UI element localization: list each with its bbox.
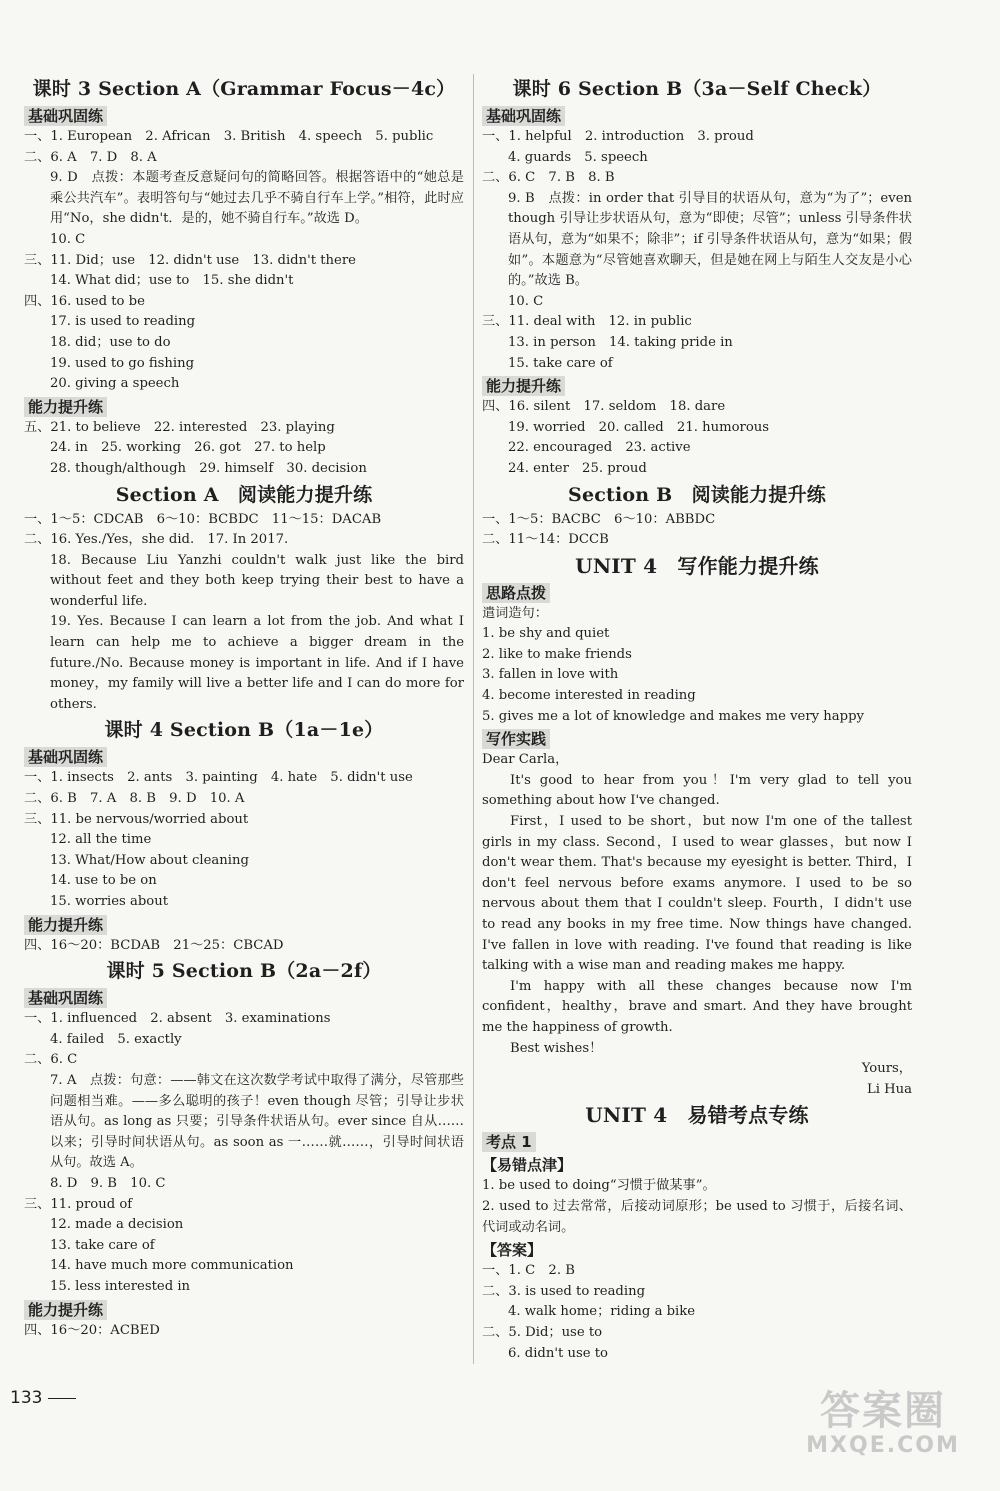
answer-line: 二、6. B 7. A 8. B 9. D 10. A xyxy=(24,791,245,807)
answer-line: 15. take care of xyxy=(508,355,613,371)
watermark-logo-text: 答案圈 xyxy=(820,1388,946,1434)
subsection-row xyxy=(24,1298,464,1321)
answer-line: 28. though/although 29. himself 30. decision xyxy=(50,460,367,476)
site-watermark xyxy=(788,1389,978,1469)
answer-line: 一、1. helpful 2. introduction 3. proud xyxy=(482,129,754,144)
answer-line: 三、11. Did；use 12. didn't use 13. didn't there xyxy=(24,252,356,268)
answer-line: 遣词造句： xyxy=(482,605,548,621)
section-heading: 课时 6 Section B（3a－Self Check） xyxy=(512,78,882,100)
answer-line: 二、5. Did；use to xyxy=(482,1324,603,1340)
section-heading: UNIT 4 写作能力提升练 xyxy=(575,553,819,578)
subsection-row xyxy=(482,374,912,397)
letter-paragraph: I'm happy with all these changes because now I'm confident，healthy，brave and smart. And they have brought me the happiness of growth. xyxy=(482,978,912,1035)
answer-line: 三、11. deal with 12. in public xyxy=(482,314,692,330)
answer-line: 二、3. is used to reading xyxy=(482,1283,646,1299)
answer-line: 12. all the time xyxy=(50,832,152,848)
letter-paragraph: First，I used to be short，but now I'm one of the tallest girls in my class. Second，I used to wear glasses，but now I don't wear them. That's because my eyesight is better. Third，I don't feel nervous before exams anymore. I used to be so nervous about them that I couldn't sleep. Fourth，I didn't use to read any books in my free time. Now things have changed. I've fallen in love with reading. I've found that reading is like talking with a wise man and reading makes me happy. xyxy=(482,814,912,974)
left-column xyxy=(24,74,464,1341)
answer-line: 9. D 点拨：本题考查反意疑问句的简略回答。根据答语中的“她总是乘公共汽车”。表明答句与“她过去几乎不骑自行车上学。”相符，此时应用“No，she didn't．是的，她不骑自行车。”故选 D。 xyxy=(50,170,464,227)
answer-line: 2. used to 过去常常，后接动词原形；be used to 习惯于，后接名词、代词或动名词。 xyxy=(482,1198,912,1235)
subsection-label: 基础巩固练 xyxy=(482,106,565,126)
answer-line: 一、1. C 2. B xyxy=(482,1263,575,1279)
answer-line: 1. be shy and quiet xyxy=(482,626,610,642)
answer-line: 四、16～20：BCDAB 21～25：CBCAD xyxy=(24,937,284,953)
answer-line: 19. worried 20. called 21. humorous xyxy=(508,419,770,435)
subsection-label: 思路点拨 xyxy=(482,583,550,603)
answer-line: Yours， xyxy=(861,1061,912,1077)
watermark-url: MXQE.COM xyxy=(806,1433,960,1458)
answer-line: 18. Because Liu Yanzhi couldn't walk just like the bird without feet and they both keep trying their best to have a wonderful life. xyxy=(50,552,464,609)
answer-line: 4. guards 5. speech xyxy=(508,149,648,165)
subsection-label: 【易错点津】 xyxy=(482,1156,573,1175)
answer-line: 2. like to make friends xyxy=(482,646,632,662)
subsection-row xyxy=(482,1153,912,1176)
answer-line: 13. What/How about cleaning xyxy=(50,852,249,868)
answer-line: 二、16. Yes./Yes，she did. 17. In 2017. xyxy=(24,532,289,548)
answer-line: Dear Carla， xyxy=(482,752,569,768)
answer-line: 13. in person 14. taking pride in xyxy=(508,334,733,350)
subsection-label: 能力提升练 xyxy=(24,1300,107,1320)
section-heading: Section A 阅读能力提升练 xyxy=(115,483,373,506)
right-column xyxy=(482,74,912,1364)
answer-line: 四、16. used to be xyxy=(24,293,145,309)
section-heading: Section B 阅读能力提升练 xyxy=(568,483,826,506)
subsection-label: 能力提升练 xyxy=(482,376,565,396)
page-number: 133 xyxy=(10,1388,76,1408)
answer-line: 20. giving a speech xyxy=(50,376,180,392)
answer-line: 10. C xyxy=(50,231,86,247)
answer-line: 二、6. C 7. B 8. B xyxy=(482,170,615,186)
answer-line: 二、6. C xyxy=(24,1052,78,1068)
subsection-row xyxy=(482,727,912,750)
answer-line: 4. become interested in reading xyxy=(482,688,696,704)
answer-line: 18. did；use to do xyxy=(50,334,171,350)
subsection-row xyxy=(482,104,912,127)
answer-line: 10. C xyxy=(508,293,544,309)
subsection-row xyxy=(482,581,912,604)
answer-line: 22. encouraged 23. active xyxy=(508,440,691,456)
answer-line: 三、11. be nervous/worried about xyxy=(24,811,249,827)
subsection-row xyxy=(24,395,464,418)
answer-line: 1. be used to doing“习惯于做某事”。 xyxy=(482,1178,716,1194)
answer-line: Li Hua xyxy=(866,1081,912,1097)
letter-paragraph: It's good to hear from you！I'm very glad to tell you something about how I've changed. xyxy=(482,772,912,809)
section-heading: 课时 3 Section A（Grammar Focus－4c） xyxy=(32,78,456,100)
answer-line: 14. have much more communication xyxy=(50,1258,294,1274)
answer-line: 一、1～5：CDCAB 6～10：BCBDC 11～15：DACAB xyxy=(24,511,382,527)
subsection-row xyxy=(24,104,464,127)
answer-line: 6. didn't use to xyxy=(508,1345,608,1361)
answer-line: 9. B 点拨：in order that 引导目的状语从句，意为“为了”；even though 引导让步状语从句，意为“即使；尽管”；unless 引导条件状语从句，意为“如果不；除非”；if 引导条件状语从句，意为“如果；假如”。本题意为“尽管她喜欢聊天，但是她在网上与陌生人交友是小心的。”故选 B。 xyxy=(508,190,912,289)
answer-line: 8. D 9. B 10. C xyxy=(50,1175,166,1191)
letter-paragraph: Best wishes！ xyxy=(510,1040,603,1056)
subsection-row xyxy=(24,986,464,1009)
section-heading: 课时 4 Section B（1a－1e） xyxy=(104,719,384,742)
subsection-label: 基础巩固练 xyxy=(24,988,107,1008)
answer-line: 一、1～5：BACBC 6～10：ABBDC xyxy=(482,511,716,527)
answer-line: 13. take care of xyxy=(50,1237,155,1253)
subsection-row xyxy=(482,1130,912,1153)
answer-line: 3. fallen in love with xyxy=(482,667,619,683)
subsection-label: 考点 1 xyxy=(482,1132,536,1152)
answer-line: 12. made a decision xyxy=(50,1217,184,1233)
subsection-label: 【答案】 xyxy=(482,1241,543,1260)
answer-line: 19. Yes. Because I can learn a lot from the job. And what I learn can help me to achieve a bigger dream in the future./No. Because money is important in life. And if I have money，my family will live a better life and I can do more for others. xyxy=(50,614,464,712)
answer-line: 17. is used to reading xyxy=(50,314,196,330)
subsection-label: 基础巩固练 xyxy=(24,747,107,767)
answer-line: 5. gives me a lot of knowledge and makes me very happy xyxy=(482,708,864,724)
subsection-label: 能力提升练 xyxy=(24,915,107,935)
answer-line: 二、11～14：DCCB xyxy=(482,532,609,548)
answer-line: 一、1. influenced 2. absent 3. examinations xyxy=(24,1011,331,1027)
answer-line: 14. What did；use to 15. she didn't xyxy=(50,273,294,289)
answer-line: 15. worries about xyxy=(50,894,169,909)
answer-line: 19. used to go fishing xyxy=(50,355,195,371)
subsection-label: 写作实践 xyxy=(482,729,550,749)
subsection-row xyxy=(24,745,464,768)
column-divider xyxy=(473,74,474,1364)
section-heading: UNIT 4 易错考点专练 xyxy=(585,1103,809,1128)
answer-line: 15. less interested in xyxy=(50,1278,191,1294)
section-heading: 课时 5 Section B（2a－2f） xyxy=(106,960,382,983)
subsection-row xyxy=(24,913,464,936)
answer-line: 4. failed 5. exactly xyxy=(50,1031,182,1047)
answer-line: 24. enter 25. proud xyxy=(508,460,647,476)
answer-line: 三、11. proud of xyxy=(24,1196,133,1212)
answer-line: 4. walk home；riding a bike xyxy=(508,1304,696,1320)
answer-line: 五、21. to believe 22. interested 23. playing xyxy=(24,419,335,435)
subsection-label: 基础巩固练 xyxy=(24,106,107,126)
answer-line: 14. use to be on xyxy=(50,873,157,889)
answer-line: 四、16. silent 17. seldom 18. dare xyxy=(482,399,726,415)
answer-line: 7. A 点拨：句意：——韩文在这次数学考试中取得了满分，尽管那些问题相当难。——多么聪明的孩子！even though 尽管；引导让步状语从句。as long as 只要；引导条件状语从句。ever since 自从……以来；引导时间状语从句。as soon as 一……就……，引导时间状语从句。故选 A。 xyxy=(50,1072,464,1171)
answer-line: 二、6. A 7. D 8. A xyxy=(24,149,157,165)
answer-line: 一、1. insects 2. ants 3. painting 4. hate 5. didn't use xyxy=(24,770,413,786)
subsection-row xyxy=(482,1238,912,1261)
answer-line: 24. in 25. working 26. got 27. to help xyxy=(50,440,326,456)
answer-line: 四、16～20：ACBED xyxy=(24,1322,160,1338)
subsection-label: 能力提升练 xyxy=(24,397,107,417)
answer-line: 一、1. European 2. African 3. British 4. speech 5. public xyxy=(24,129,434,144)
